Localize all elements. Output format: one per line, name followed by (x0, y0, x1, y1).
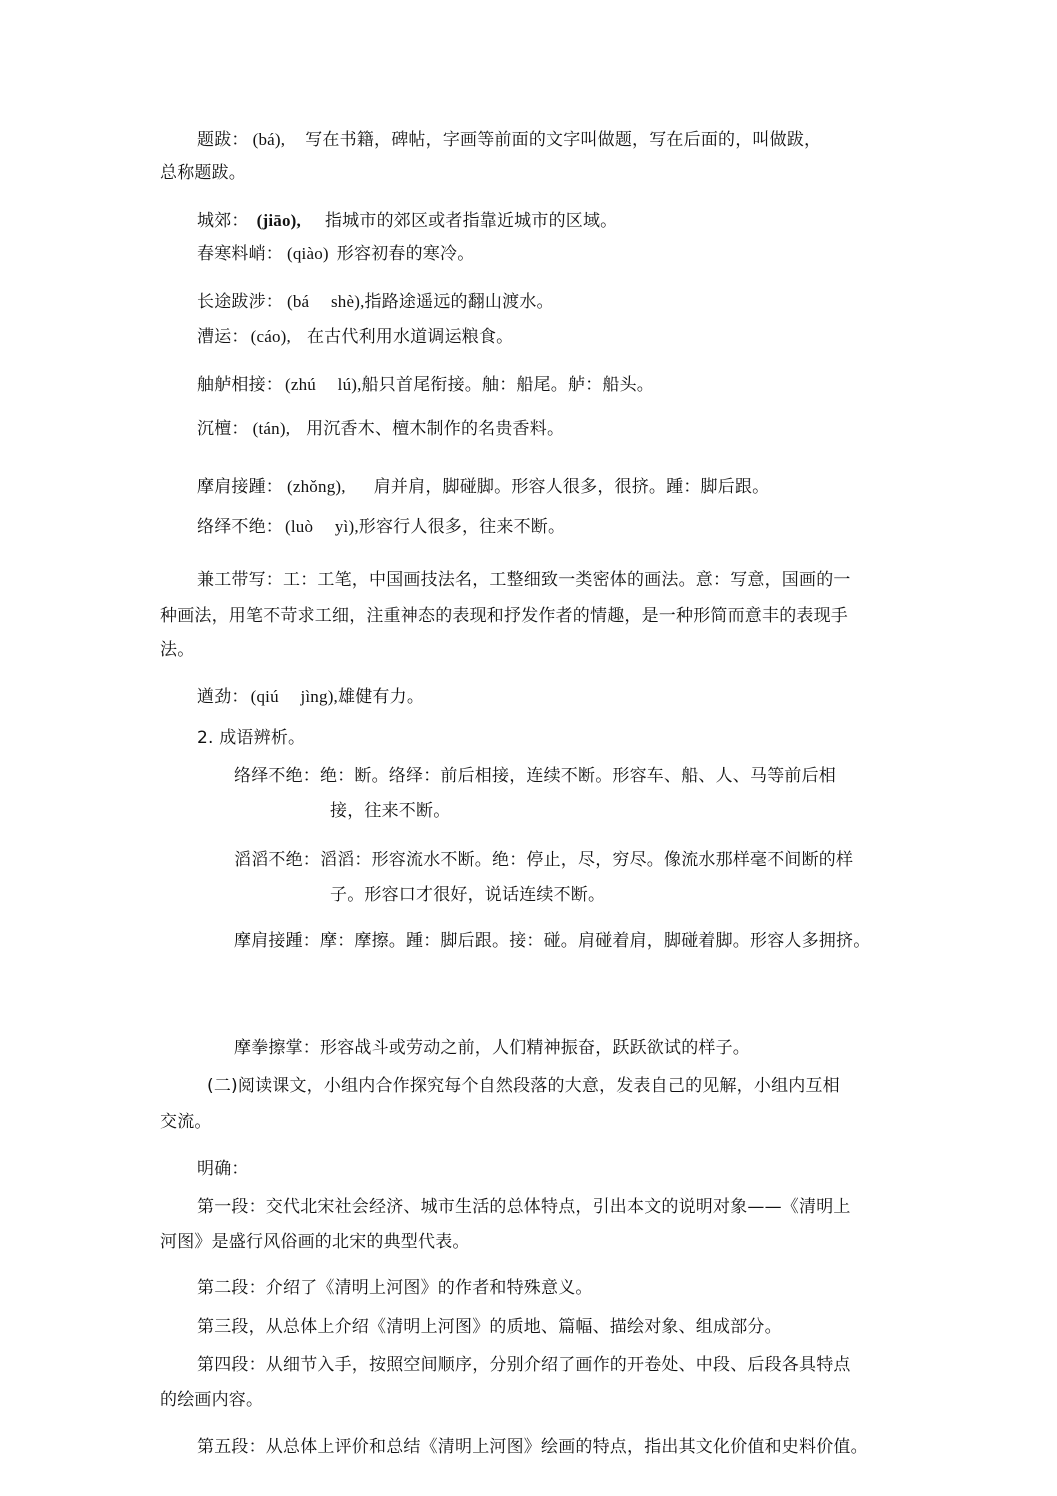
definition: 指路途遥远的翻山渡水。 (364, 292, 554, 312)
reading-p4-line1: 第四段：从细节入手，按照空间顺序，分别介绍了画作的开卷处、中段、后段各具特点 (197, 1355, 851, 1375)
pinyin: (bá shè), (287, 292, 365, 311)
idiom-mojian: 摩肩接踵：摩：摩擦。踵：脚后跟。接：碰。肩碰着肩，脚碰着脚。形容人多拥挤。 (234, 931, 871, 951)
pinyin: (zhú lú), (285, 375, 362, 394)
vocab-jiangong-line2: 种画法，用笔不苛求工细，注重神态的表现和抒发作者的情趣，是一种形简而意丰的表现手 (160, 606, 848, 626)
term: 沉檀： (197, 419, 249, 439)
definition: 形容初春的寒冷。 (336, 244, 475, 264)
term: 长途跋涉： (197, 292, 283, 312)
definition: 肩并肩，脚碰脚。形容人很多，很挤。踵：脚后跟。 (373, 477, 770, 497)
term: 题跋： (197, 130, 249, 150)
vocab-chentan (197, 417, 564, 441)
pinyin: (jiāo), (256, 211, 301, 230)
pinyin: (qiú jìng), (250, 687, 339, 706)
reading-clarify: 明确： (197, 1159, 249, 1179)
term: 漕运： (197, 327, 249, 347)
definition: 形容行人很多，往来不断。 (358, 517, 566, 537)
vocab-luoyi (197, 515, 565, 539)
term: 春寒料峭： (197, 244, 283, 264)
vocab-jiangong-line3: 法。 (160, 640, 195, 660)
definition: 指城市的郊区或者指靠近城市的区域。 (324, 211, 618, 231)
term: 城郊： (197, 211, 249, 231)
pinyin: (tán), (252, 419, 291, 438)
definition: 船只首尾衔接。舳：船尾。舻：船头。 (361, 375, 654, 395)
pinyin: (luò yì), (285, 517, 359, 536)
reading-p4-line2: 的绘画内容。 (160, 1390, 264, 1410)
vocab-mojian (197, 475, 769, 499)
vocab-zhulu (197, 373, 654, 397)
reading-p1-line1: 第一段：交代北宋社会经济、城市生活的总体特点，引出本文的说明对象——《清明上 (197, 1197, 851, 1217)
pinyin: (cáo), (250, 327, 291, 346)
vocab-chengjiao (197, 209, 617, 233)
definition: 在古代利用水道调运粮食。 (306, 327, 514, 347)
pinyin: (bá), (252, 130, 286, 149)
vocab-tiba (197, 128, 821, 152)
vocab-caoyun (197, 325, 513, 349)
reading-task-line1: (二)阅读课文，小组内合作探究每个自然段落的大意，发表自己的见解，小组内互相 (207, 1076, 840, 1096)
pinyin: (zhǒng), (287, 477, 346, 496)
vocab-changtu (197, 290, 554, 314)
vocab-tiba-cont: 总称题跋。 (160, 163, 246, 183)
idiom-moquan: 摩拳擦掌：形容战斗或劳动之前，人们精神振奋，跃跃欲试的样子。 (234, 1038, 750, 1058)
term: 摩肩接踵： (197, 477, 283, 497)
vocab-qiujin (197, 685, 424, 709)
definition: 用沉香木、檀木制作的名贵香料。 (306, 419, 565, 439)
reading-task-line2: 交流。 (160, 1112, 212, 1132)
term: 舳舻相接： (197, 375, 283, 395)
idiom-taotao-line1: 滔滔不绝：滔滔：形容流水不断。绝：停止，尽，穷尽。像流水那样毫不间断的样 (234, 850, 854, 870)
idiom-luoyi-line2: 接，往来不断。 (330, 801, 451, 821)
reading-p2: 第二段：介绍了《清明上河图》的作者和特殊意义。 (197, 1278, 593, 1298)
idiom-luoyi-line1: 络绎不绝：绝：断。络绎：前后相接，连续不断。形容车、船、人、马等前后相 (234, 766, 836, 786)
idiom-taotao-line2: 子。形容口才很好，说话连续不断。 (330, 885, 606, 905)
reading-p3: 第三段，从总体上介绍《清明上河图》的质地、篇幅、描绘对象、组成部分。 (197, 1317, 782, 1337)
reading-p1-line2: 河图》是盛行风俗画的北宋的典型代表。 (160, 1232, 470, 1252)
term: 遒劲： (197, 687, 249, 707)
pinyin: (qiào) (287, 244, 329, 263)
definition: 写在书籍，碑帖，字画等前面的文字叫做题，写在后面的，叫做跋， (305, 130, 822, 150)
vocab-jiangong-line1: 兼工带写：工：工笔，中国画技法名，工整细致一类密体的画法。意：写意，国画的一 (197, 570, 851, 590)
term: 络绎不绝： (197, 517, 283, 537)
vocab-chunhan (197, 242, 474, 266)
idioms-heading: 2. 成语辨析。 (197, 728, 306, 748)
reading-p5: 第五段：从总体上评价和总结《清明上河图》绘画的特点，指出其文化价值和史料价值。 (197, 1437, 868, 1457)
definition: 雄健有力。 (338, 687, 425, 707)
